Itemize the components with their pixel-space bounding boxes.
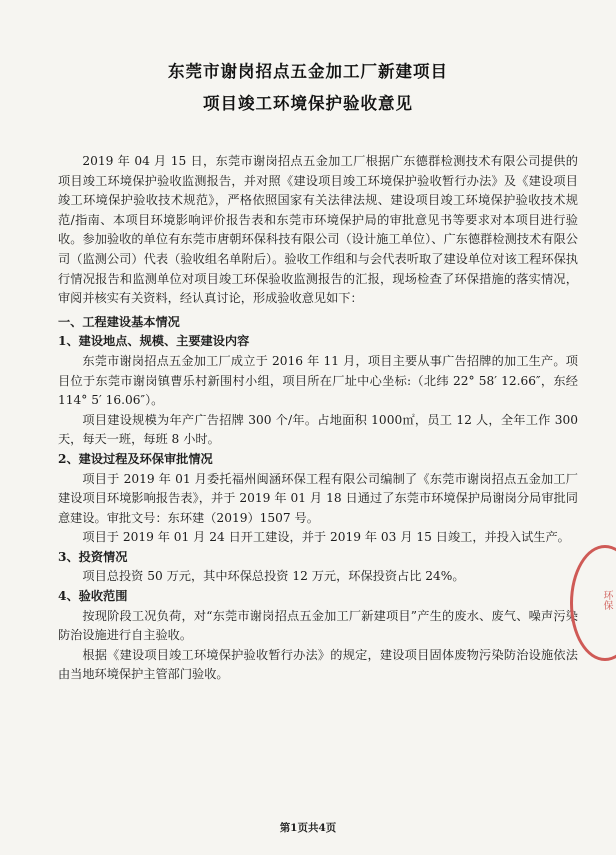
location-paragraph: 东莞市谢岗招点五金加工厂成立于 2016 年 11 月，项目主要从事广告招牌的加工生产。项目位于东莞市谢岗镇曹乐村新围村小组，项目所在厂址中心坐标:（北纬 22° 58′ 12.66″，东经 114° 5′ 16.06″）。 [58, 353, 578, 408]
subsection-heading-investment: 3、投资情况 [58, 549, 128, 564]
document-title-line-1: 东莞市谢岗招点五金加工厂新建项目 [168, 62, 448, 81]
subsection-heading-scope: 4、验收范围 [58, 589, 128, 604]
scope-paragraph-1: 按现阶段工况负荷，对“东莞市谢岗招点五金加工厂新建项目”产生的废水、废气、噪声污染防治设施进行自主验收。 [58, 608, 578, 643]
document-body [58, 152, 578, 685]
page-footer: 第1页共4页 [279, 822, 337, 834]
document-title-line-2: 项目竣工环境保护验收意见 [203, 94, 413, 113]
construction-paragraph: 项目于 2019 年 01 月 24 日开工建设，并于 2019 年 03 月 15 日竣工，并投入试生产。 [82, 530, 570, 545]
subsection-heading-approval: 2、建设过程及环保审批情况 [58, 451, 213, 466]
approval-paragraph: 项目于 2019 年 01 月委托福州闽涵环保工程有限公司编制了《东莞市谢岗招点五金加工厂建设项目环境影响报告表》，并于 2019 年 01 月 18 日通过了东莞市环境保护局谢岗分局审批同意建设。审批文号：东环建（2019）1507 号。 [58, 471, 578, 525]
scale-paragraph: 项目建设规模为年产广告招牌 300 个/年。占地面积 1000㎡，员工 12 人，全年工作 300 天，每天一班，每班 8 小时。 [58, 412, 578, 447]
section-heading-basic-info: 一、工程建设基本情况 [58, 314, 180, 329]
investment-paragraph: 项目总投资 50 万元，其中环保总投资 12 万元，环保投资占比 24%。 [82, 569, 465, 584]
seal-text: 环保 [601, 590, 612, 610]
subsection-heading-location: 1、建设地点、规模、主要建设内容 [58, 334, 250, 349]
intro-paragraph: 2019 年 04 月 15 日，东莞市谢岗招点五金加工厂根据广东德群检测技术有限公司提供的项目竣工环境保护验收监测报告，并对照《建设项目竣工环境保护验收暂行办法》及《建设项目竣工环境保护验收技术规范》，严格依照国家有关法律法规、建设项目竣工环境保护验收技术规范/指南、本项目环境影响评价报告表和东莞市环境保护局的审批意见书等要求对本项目进行验收。参加验收的单位有东莞市唐朝环保科技有限公司（设计施工单位）、广东德群检测技术有限公司（监测公司）代表（验收组名单附后）。验收工作组和与会代表听取了建设单位对该工程环保执行情况报告和监测单位对项目竣工环保验收监测报告的汇报，现场检查了环保措施的落实情况，审阅并核实有关资料，经认真讨论，形成验收意见如下： [58, 154, 578, 306]
scope-paragraph-2: 根据《建设项目竣工环境保护验收暂行办法》的规定，建设项目固体废物污染防治设施依法由当地环境保护主管部门验收。 [58, 647, 578, 682]
